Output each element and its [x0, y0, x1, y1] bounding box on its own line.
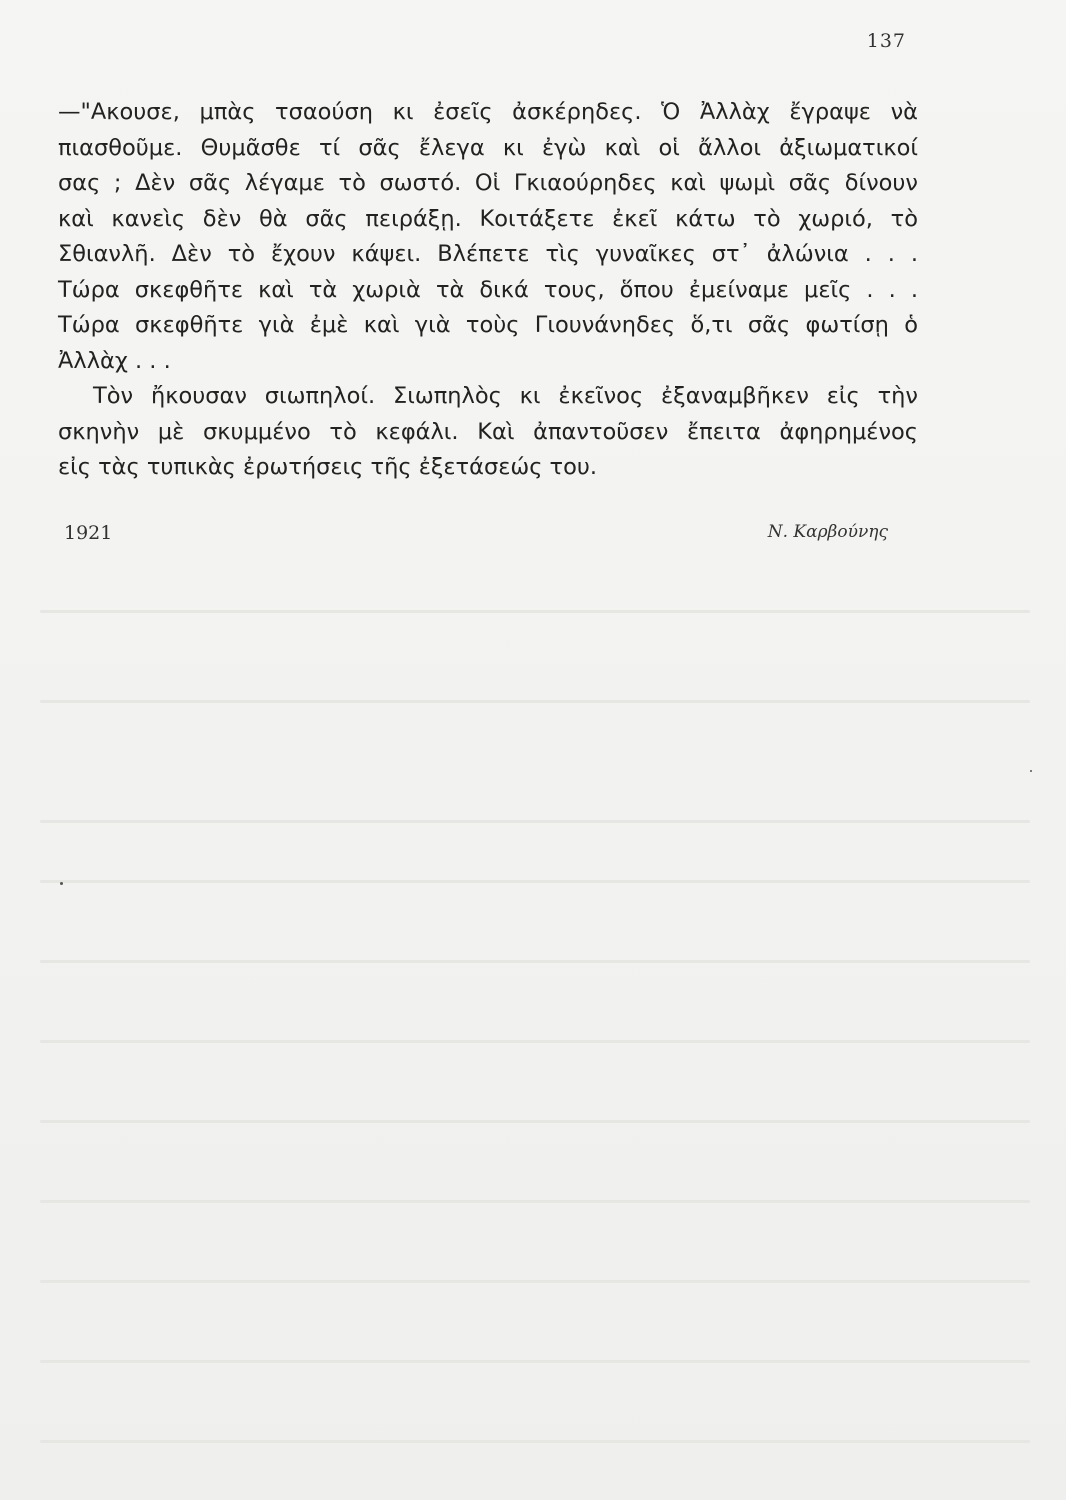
text-line: Τώρα σκεφθῆτε γιὰ ἐμὲ καὶ γιὰ τοὺς Γιουνάνηδες ὅ,τι σᾶς φωτίσῃ ὁ [58, 312, 918, 338]
text-line: πιασθοῦμε. Θυμᾶσθε τί σᾶς ἔλεγα κι ἐγὼ καὶ οἱ ἄλλοι ἀξιωματικοί [58, 134, 918, 161]
text-line: Σθιανλῆ. Δὲν τὸ ἔχουν κάψει. Βλέπετε τὶς γυναῖκες στ᾿ ἀλώνια . . . [58, 241, 918, 267]
page-speck [1030, 770, 1032, 772]
year: 1921 [64, 522, 113, 544]
text-line: εἰς τὰς τυπικὰς ἐρωτήσεις τῆς ἐξετάσεώς του. [58, 454, 598, 480]
body-text [58, 95, 918, 486]
author-name: Ν. Καρβούνης [767, 522, 888, 542]
show-through-line [40, 700, 1030, 703]
show-through-line [40, 1120, 1030, 1123]
text-line: Τώρα σκεφθῆτε καὶ τὰ χωριὰ τὰ δικά τους, ὅπου ἐμείναμε μεῖς . . . [58, 276, 918, 303]
page-number: 137 [866, 30, 906, 52]
show-through-line [40, 1440, 1030, 1443]
show-through-line [40, 960, 1030, 963]
show-through-line [40, 880, 1030, 883]
show-through-line [40, 1200, 1030, 1203]
text-line: Τὸν ἤκουσαν σιωπηλοί. Σιωπηλὸς κι ἐκεῖνος ἐξαναμβῆκεν εἰς τὴν [93, 383, 918, 409]
show-through-line [40, 820, 1030, 823]
show-through-line [40, 610, 1030, 613]
text-line: καὶ κανεὶς δὲν θὰ σᾶς πειράξῃ. Κοιτάξετε ἐκεῖ κάτω τὸ χωριό, τὸ [58, 205, 918, 232]
show-through-line [40, 1040, 1030, 1043]
text-line: σας ; Δὲν σᾶς λέγαμε τὸ σωστό. Οἱ Γκιαούρηδες καὶ ψωμὶ σᾶς δίνουν [58, 170, 918, 196]
text-line: —"Ακουσε, μπὰς τσαούση κι ἐσεῖς ἀσκέρηδες. Ὁ Ἀλλὰχ ἔγραψε νὰ [58, 99, 918, 125]
signature-line [0, 522, 1066, 552]
show-through-line [40, 1280, 1030, 1283]
page-speck [60, 882, 63, 885]
show-through-line [40, 1360, 1030, 1363]
text-line: Ἀλλὰχ . . . [58, 347, 171, 374]
text-line: σκηνὴν μὲ σκυμμένο τὸ κεφάλι. Καὶ ἀπαντοῦσεν ἔπειτα ἀφηρημένος [58, 418, 918, 445]
